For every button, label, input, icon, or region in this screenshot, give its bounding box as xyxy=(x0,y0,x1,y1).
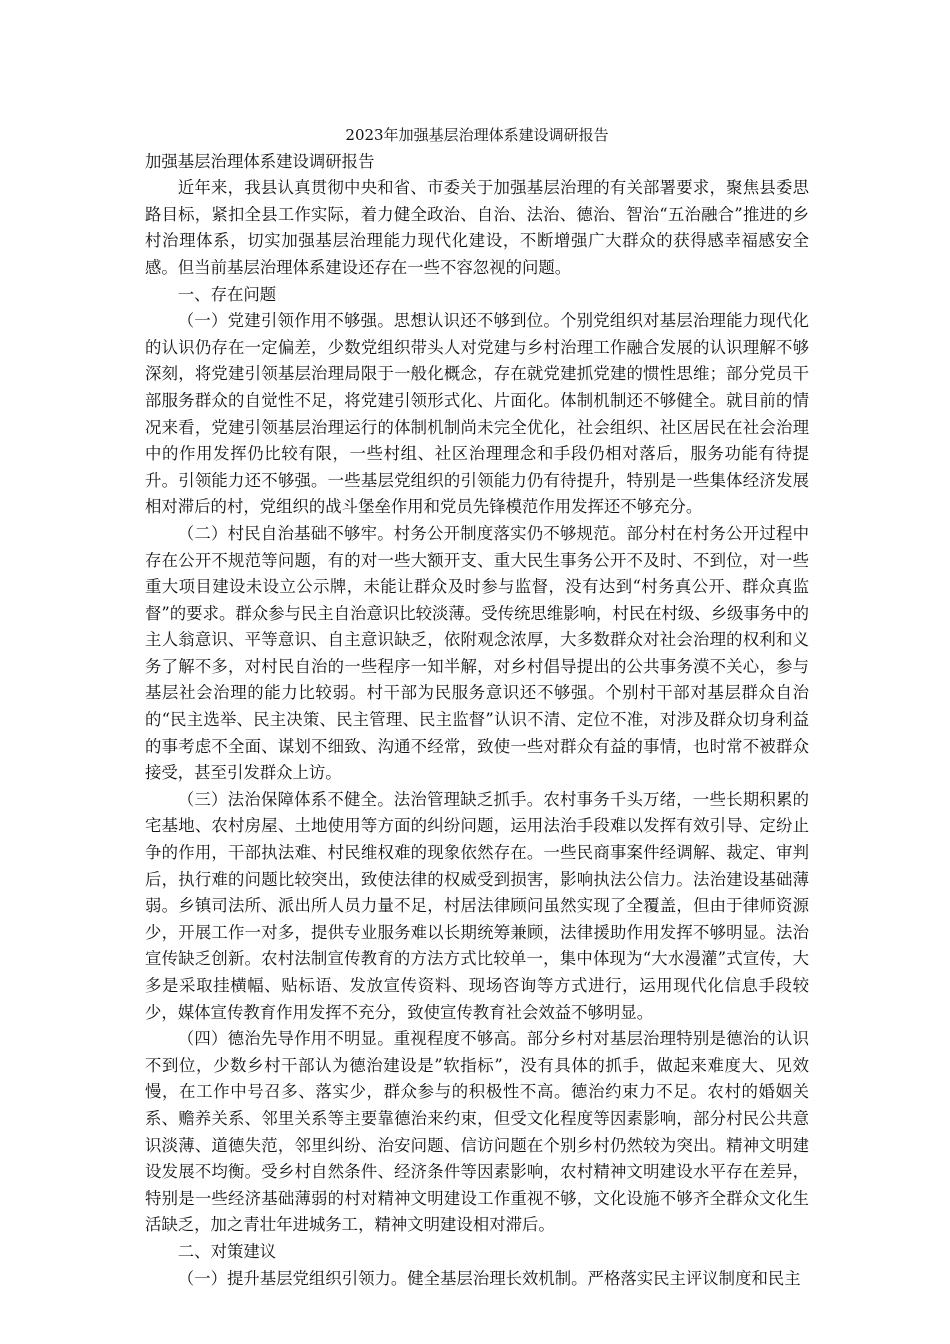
document-page xyxy=(145,122,809,1292)
section-heading-suggestions: 二、对策建议 xyxy=(177,1241,277,1261)
section-heading-problems: 一、存在问题 xyxy=(177,284,277,304)
paragraph-rule-of-law: （三）法治保障体系不健全。法治管理缺乏抓手。农村事务千头万绪，一些长期积累的宅基地、农村房屋、土地使用等方面的纠纷问题，运用法治手段难以发挥有效引导、定纷止争的作用，干部执法难、村民维权难的现象依然存在。一些民商事案件经调解、裁定、审判后，执行难的问题比较突出，致使法律的权威受到损害，影响执法公信力。法治建设基础薄弱。乡镇司法所、派出所人员力量不足，村居法律顾问虽然实现了全覆盖，但由于律师资源少，开展工作一对多，提供专业服务难以长期统筹兼顾，法律援助作用发挥不够明显。法治宣传缺乏创新。农村法制宣传教育的方法方式比较单一，集中体现为“大水漫灌”式宣传，大多是采取挂横幅、贴标语、发放宣传资料、现场咨询等方式进行，运用现代化信息手段较少，媒体宣传教育作用发挥不充分，致使宣传教育社会效益不够明显。 xyxy=(145,789,809,1022)
document-title: 2023年加强基层治理体系建设调研报告 xyxy=(345,126,609,144)
paragraph-villager-autonomy: （二）村民自治基础不够牢。村务公开制度落实仍不够规范。部分村在村务公开过程中存在公开不规范等问题，有的对一些大额开支、重大民生事务公开不及时、不到位，对一些重大项目建设未设立公示牌，未能让群众及时参与监督，没有达到“村务真公开、群众真监督”的要求。群众参与民主自治意识比较淡薄。受传统思维影响，村民在村级、乡级事务中的主人翁意识、平等意识、自主意识缺乏，依附观念浓厚，大多数群众对社会治理的权利和义务了解不多，对村民自治的一些程序一知半解，对乡村倡导提出的公共事务漠不关心，参与基层社会治理的能力比较弱。村干部为民服务意识还不够强。个别村干部对基层群众自治的“民主选举、民主决策、民主管理、民主监督”认识不清、定位不准，对涉及群众切身利益的事考虑不全面、谋划不细致、沟通不经常，致使一些对群众有益的事情，也时常不被群众接受，甚至引发群众上访。 xyxy=(145,523,810,783)
document-subtitle: 加强基层治理体系建设调研报告 xyxy=(145,151,375,171)
paragraph-suggestion-party: （一）提升基层党组织引领力。健全基层治理长效机制。严格落实民主评议制度和民主 xyxy=(177,1268,801,1288)
paragraph-rule-of-virtue: （四）德治先导作用不明显。重视程度不够高。部分乡村对基层治理特别是德治的认识不到位，少数乡村干部认为德治建设是”软指标”，没有具体的抓手，做起来难度大、见效慢，在工作中号召多、落实少，群众参与的积极性不高。德治约束力不足。农村的婚姻关系、赡养关系、邻里关系等主要靠德治来约束，但受文化程度等因素影响，部分村民公共意识淡薄、道德失范，邻里纠纷、治安问题、信访问题在个别乡村仍然较为突出。精神文明建设发展不均衡。受乡村自然条件、经济条件等因素影响，农村精神文明建设水平存在差异，特别是一些经济基础薄弱的村对精神文明建设工作重视不够，文化设施不够齐全群众文化生活缺乏，加之青壮年进城务工，精神文明建设相对滞后。 xyxy=(145,1029,809,1235)
paragraph-party-leadership: （一）党建引领作用不够强。思想认识还不够到位。个别党组织对基层治理能力现代化的认识仍存在一定偏差，少数党组织带头人对党建与乡村治理工作融合发展的认识理解不够深刻，将党建引领基层治理局限于一般化概念，存在就党建抓党建的惯性思维；部分党员干部服务群众的自觉性不足，将党建引领形式化、片面化。体制机制还不够健全。就目前的情况来看，党建引领基层治理运行的体制机制尚未完全优化，社会组织、社区居民在社会治理中的作用发挥仍比较有限，一些村组、社区治理理念和手段仍相对落后，服务功能有待提升。引领能力还不够强。一些基层党组织的引领能力仍有待提升，特别是一些集体经济发展相对滞后的村，党组织的战斗堡垒作用和党员先锋模范作用发挥还不够充分。 xyxy=(145,311,809,517)
intro-paragraph: 近年来，我县认真贯彻中央和省、市委关于加强基层治理的有关部署要求，聚焦县委思路目标，紧扣全县工作实际，着力健全政治、自治、法治、德治、智治“五治融合”推进的乡村治理体系，切实加强基层治理能力现代化建设，不断增强广大群众的获得感幸福感安全感。但当前基层治理体系建设还存在一些不容忽视的问题。 xyxy=(145,178,809,277)
